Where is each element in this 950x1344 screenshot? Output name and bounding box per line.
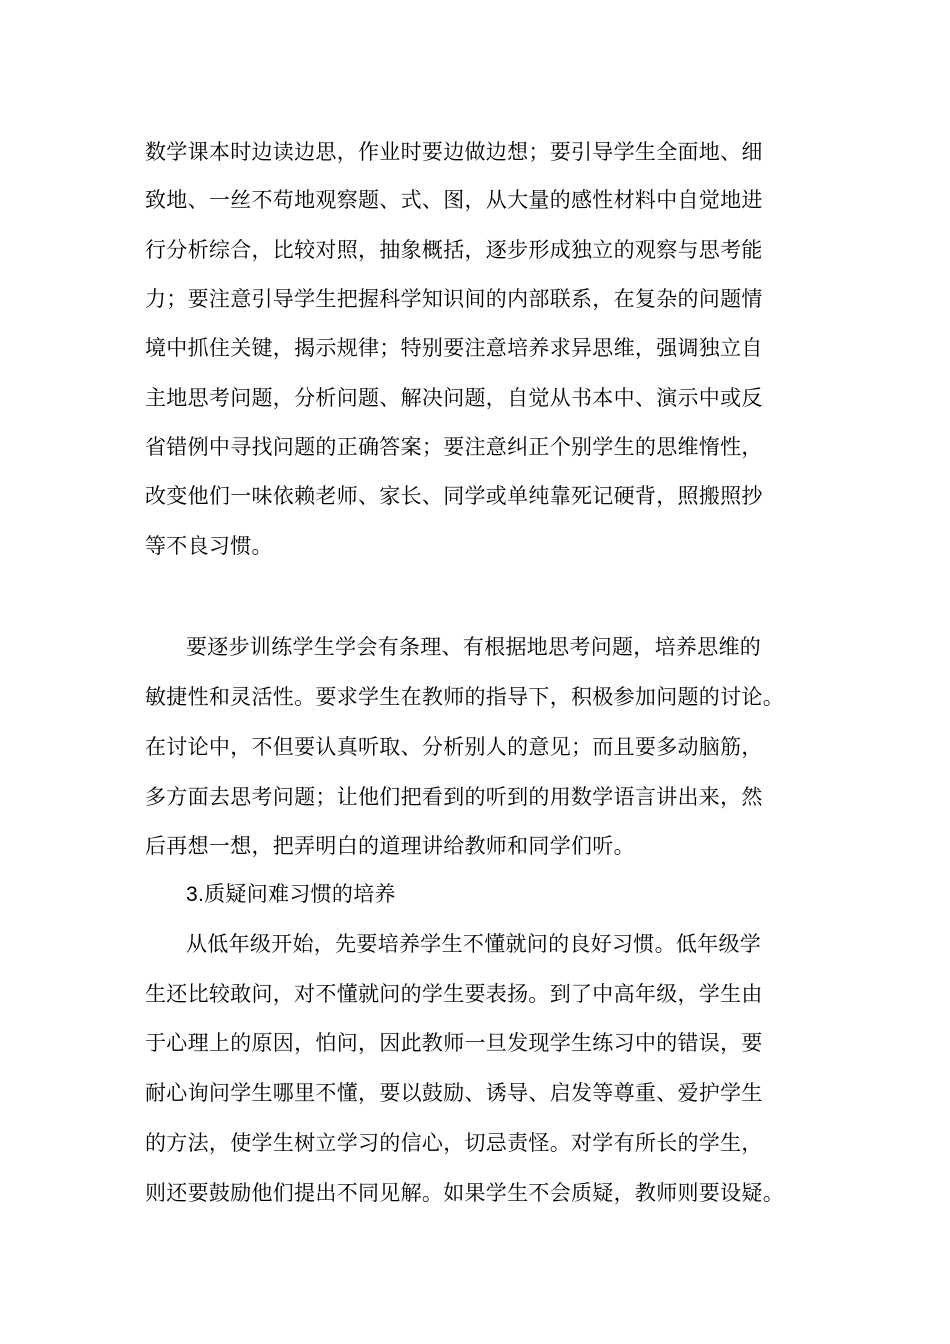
paragraph-3-line-2: 生还比较敢问，对不懂就问的学生要表扬。到了中高年级，学生由 (145, 982, 763, 1006)
paragraph-1-line-1: 数学课本时边读边思，作业时要边做边想；要引导学生全面地、细 (145, 140, 763, 164)
paragraph-1-line-2: 致地、一丝不苟地观察题、式、图，从大量的感性材料中自觉地进 (145, 188, 763, 212)
paragraph-1-line-6: 主地思考问题，分析问题、解决问题，自觉从书本中、演示中或反 (145, 386, 763, 410)
paragraph-1-line-7: 省错例中寻找问题的正确答案；要注意纠正个别学生的思维惰性， (145, 435, 763, 459)
paragraph-3-line-6: 则还要鼓励他们提出不同见解。如果学生不会质疑，教师则要设疑。 (145, 1181, 784, 1205)
paragraph-2-line-5: 后再想一想，把弄明白的道理讲给教师和同学们听。 (145, 834, 635, 858)
paragraph-3-line-1: 从低年级开始，先要培养学生不懂就问的良好习惯。低年级学 (186, 932, 762, 956)
paragraph-1-line-3: 行分析综合，比较对照，抽象概括，逐步形成独立的观察与思考能 (145, 238, 763, 262)
section-heading: 3.质疑问难习惯的培养 (186, 883, 396, 906)
paragraph-3-line-3: 于心理上的原因，怕问，因此教师一旦发现学生练习中的错误，要 (145, 1031, 763, 1055)
paragraph-2-line-4: 多方面去思考问题；让他们把看到的听到的用数学语言讲出来，然 (145, 785, 763, 809)
paragraph-3-line-4: 耐心询问学生哪里不懂，要以鼓励、诱导、启发等尊重、爱护学生 (145, 1081, 763, 1105)
paragraph-1-line-5: 境中抓住关键，揭示规律；特别要注意培养求异思维，强调独立自 (145, 336, 763, 360)
paragraph-1-line-9: 等不良习惯。 (145, 534, 273, 558)
paragraph-2-line-2: 敏捷性和灵活性。要求学生在教师的指导下，积极参加问题的讨论。 (145, 685, 784, 709)
paragraph-2-line-1: 要逐步训练学生学会有条理、有根据地思考问题，培养思维的 (186, 635, 762, 659)
paragraph-3-line-5: 的方法，使学生树立学习的信心，切忌责怪。对学有所长的学生， (145, 1131, 763, 1155)
paragraph-1-line-4: 力；要注意引导学生把握科学知识间的内部联系，在复杂的问题情 (145, 287, 763, 311)
paragraph-1-line-8: 改变他们一味依赖老师、家长、同学或单纯靠死记硬背，照搬照抄 (145, 484, 763, 508)
paragraph-2-line-3: 在讨论中，不但要认真听取、分析别人的意见；而且要多动脑筋， (145, 735, 763, 759)
